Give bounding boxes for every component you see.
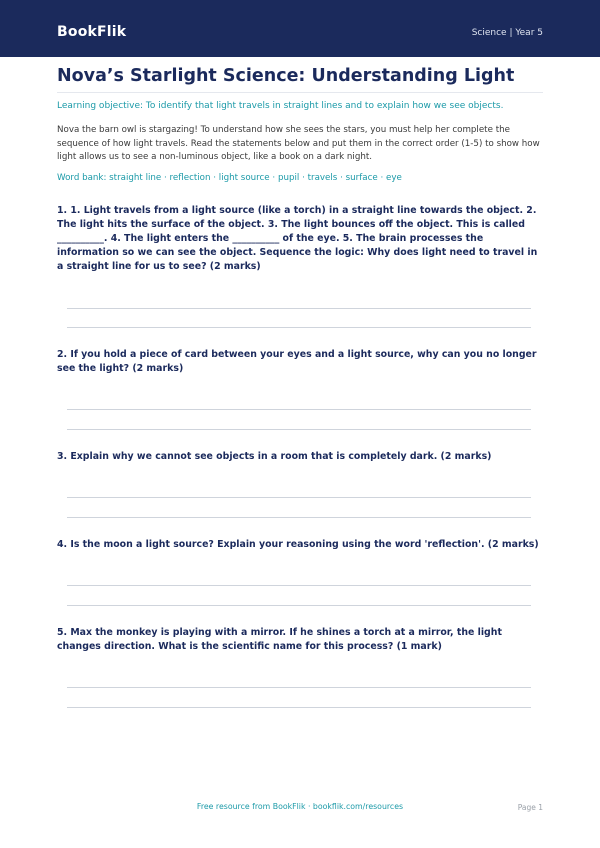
question-1: 1. 1. Light travels from a light source (like a torch) in a straight line towards the object. 2. The light hits the surface of the object. 3. The light bounces off the object. This is called __________. 4. The light enters the __________ of the eye. 5. The brain processes the information so we can see the object. Sequence the logic: Why does light need to travel in a straight line for us to see? (2 marks) xyxy=(57,205,538,272)
answer-line[interactable] xyxy=(67,429,531,430)
learning-objective: Learning objective: To identify that light travels in straight lines and to explain how we see objects. xyxy=(57,101,504,111)
question-3: 3. Explain why we cannot see objects in a room that is completely dark. (2 marks) xyxy=(57,451,492,462)
title-divider xyxy=(57,92,543,93)
footer-link[interactable]: Free resource from BookFlik · bookflik.com/resources xyxy=(196,802,404,811)
word-bank: Word bank: straight line · reflection · light source · pupil · travels · surface · eye xyxy=(57,173,402,183)
answer-line[interactable] xyxy=(67,497,531,498)
page-number: Page 1 xyxy=(517,803,543,812)
answer-line[interactable] xyxy=(67,409,531,410)
answer-line[interactable] xyxy=(67,707,531,708)
answer-line[interactable] xyxy=(67,585,531,586)
answer-line[interactable] xyxy=(67,687,531,688)
question-4: 4. Is the moon a light source? Explain your reasoning using the word 'reflection'. (2 marks) xyxy=(57,539,539,550)
intro-text: Nova the barn owl is stargazing! To understand how she sees the stars, you must help her complete the sequence of how light travels. Read the statements below and put them in the correct order (1-5) to show how light allows us to see a non-luminous object, like a book on a dark night. xyxy=(57,125,540,162)
answer-line[interactable] xyxy=(67,308,531,309)
question-5: 5. Max the monkey is playing with a mirror. If he shines a torch at a mirror, the light changes direction. What is the scientific name for this process? (1 mark) xyxy=(57,627,502,652)
header-bar xyxy=(0,0,600,57)
subject-year-label: Science | Year 5 xyxy=(471,28,543,38)
answer-line[interactable] xyxy=(67,327,531,328)
answer-line[interactable] xyxy=(67,605,531,606)
answer-line[interactable] xyxy=(67,517,531,518)
worksheet-title: Nova’s Starlight Science: Understanding Light xyxy=(57,66,515,86)
brand-logo[interactable]: BookFlik xyxy=(57,24,127,40)
question-2: 2. If you hold a piece of card between your eyes and a light source, why can you no longer see the light? (2 marks) xyxy=(57,349,537,374)
